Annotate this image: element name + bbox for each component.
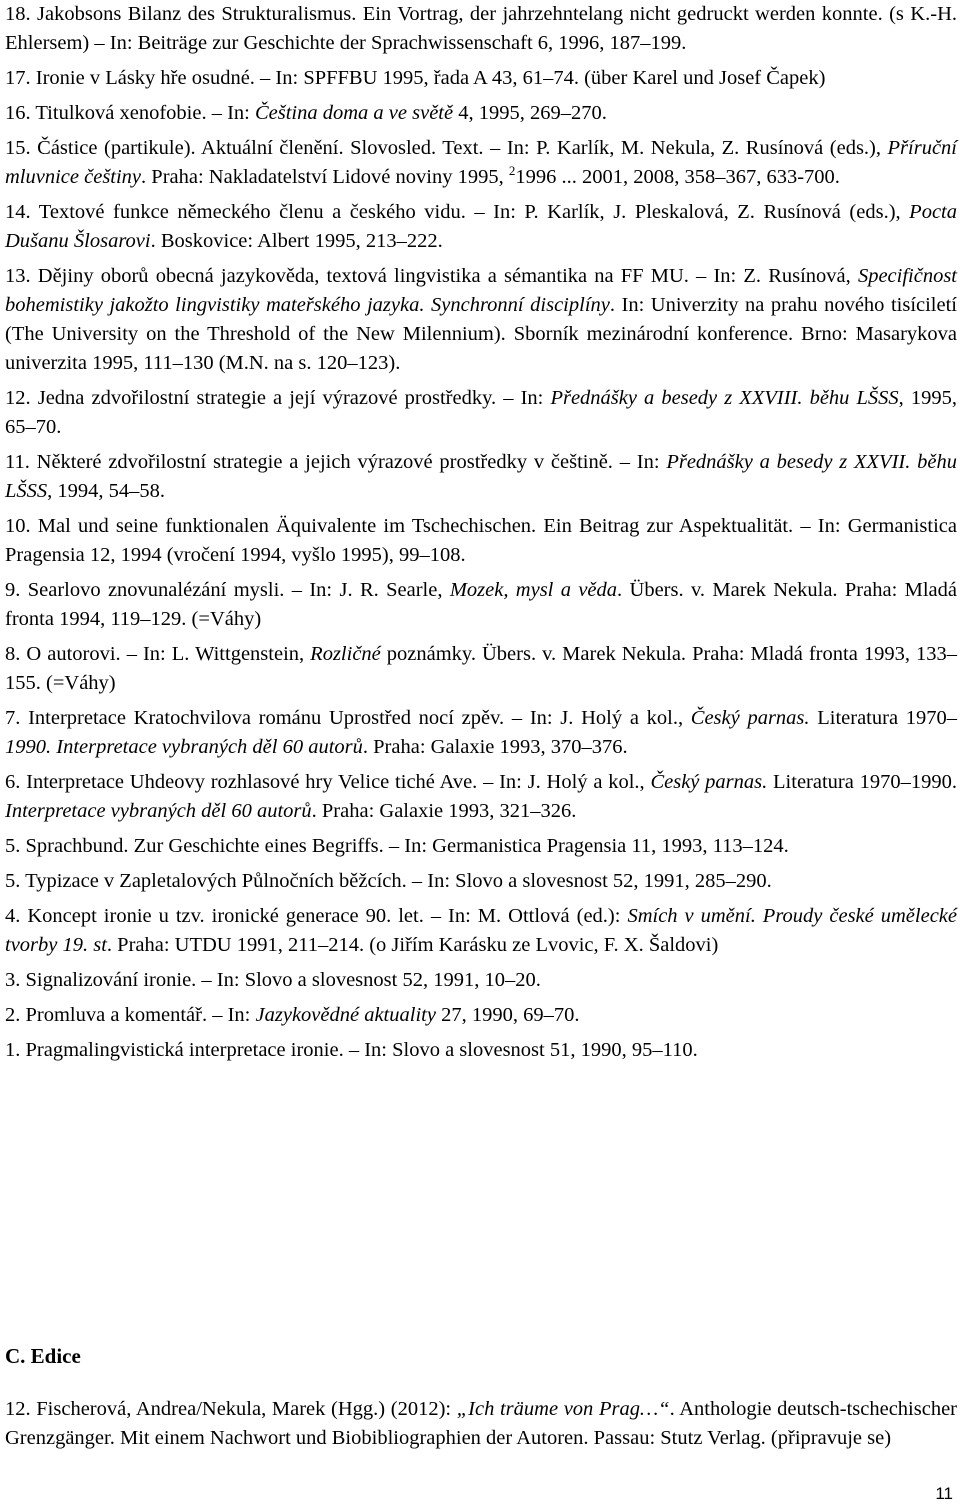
entry-text: . Praha: UTDU 1991, 211–214. (o Jiřím Karásku ze Lvovic, F. X. Šaldovi) [106, 934, 719, 956]
italic-title: Přednášky a besedy z XXVII. běhu LŠSS [5, 451, 957, 502]
entry-text: 2. Promluva a komentář. – In: [5, 1004, 256, 1026]
bibliography-entry [5, 134, 957, 192]
bibliography-entry [5, 448, 957, 506]
entry-text: 18. Jakobsons Bilanz des Strukturalismus. Ein Vortrag, der jahrzehntelang nicht gedruckt werden konnte. (s K.-H. Ehlersem) – In: Beiträge zur Geschichte der Sprachwissenschaft 6, 1996, 187–199. [5, 3, 957, 54]
entry-text: 1. Pragmalingvistická interpretace ironie. – In: Slovo a slovesnost 51, 1990, 95–110. [5, 1039, 698, 1061]
entry-text: , 1995, 65–70. [5, 387, 957, 438]
italic-title: Český parnas. [650, 771, 768, 793]
italic-title: Jazykovědné aktuality [255, 1004, 436, 1026]
entry-text: 8. O autorovi. – In: L. Wittgenstein, [5, 643, 311, 665]
entry-text: 5. Sprachbund. Zur Geschichte eines Begriffs. – In: Germanistica Pragensia 11, 1993, 113–124. [5, 835, 789, 857]
entry-text: 10. Mal und seine funktionalen Äquivalente im Tschechischen. Ein Beitrag zur Aspektualität. – In: Germanistica Pragensia 12, 1994 (vročení 1994, vyšlo 1995), 99–108. [5, 515, 957, 566]
italic-title: Smích v umění. Proudy české umělecké tvorby 19. st [5, 905, 957, 956]
italic-title: Interpretace vybraných děl 60 autorů [5, 800, 312, 822]
bibliography-entry [5, 198, 957, 256]
bibliography-entry [5, 867, 957, 896]
entry-text: 6. Interpretace Uhdeovy rozhlasové hry Velice tiché Ave. – In: J. Holý a kol., [5, 771, 651, 793]
italic-title: Přednášky a besedy z XXVIII. běhu LŠSS [550, 387, 899, 409]
entry-text: 15. Částice (partikule). Aktuální členění. Slovosled. Text. – In: P. Karlík, M. Nekula, Z. Rusínová (eds.), [5, 137, 888, 159]
entry-text: Literatura 1970–1990. [767, 771, 957, 793]
bibliography-entry [5, 1001, 957, 1030]
bibliography-entry [5, 704, 957, 762]
page-number: 11 [935, 1484, 953, 1503]
bibliography-entry [5, 64, 957, 93]
italic-title: Specifičnost bohemistiky jakožto lingvistiky mateřského jazyka. Synchronní disciplíny [5, 265, 957, 316]
entry-text: . Praha: Nakladatelství Lidové noviny 1995, [141, 166, 509, 188]
bibliography-entry [5, 576, 957, 634]
italic-title: Čeština doma a ve světě [254, 102, 454, 124]
entry-text: 5. Typizace v Zapletalových Půlnočních běžcích. – In: Slovo a slovesnost 52, 1991, 285–290. [5, 870, 772, 892]
entry-text: 4, 1995, 269–270. [453, 102, 607, 124]
entry-text: poznámky. Übers. v. Marek Nekula. Praha: Mladá fronta 1993, 133–155. (=Váhy) [5, 643, 957, 694]
edice-list [5, 1395, 957, 1459]
entry-text: 1996 ... 2001, 2008, 358–367, 633-700. [515, 166, 840, 188]
entry-text: 14. Textové funkce německého členu a českého vidu. – In: P. Karlík, J. Pleskalová, Z. Rusínová (eds.), [5, 201, 910, 223]
entry-text: 11. Některé zdvořilostní strategie a jejich výrazové prostředky v češtině. – In: [5, 451, 667, 473]
entry-text: 17. Ironie v Lásky hře osudné. – In: SPFFBU 1995, řada A 43, 61–74. (über Karel und Josef Čapek) [5, 67, 826, 89]
entry-text: 7. Interpretace Kratochvilova románu Uprostřed nocí zpěv. – In: J. Holý a kol., [5, 707, 691, 729]
bibliography-entry [5, 262, 957, 378]
entry-text: 13. Dějiny oborů obecná jazykověda, textová lingvistika a sémantika na FF MU. – In: Z. Rusínová, [5, 265, 858, 287]
entry-text: . Anthologie deutsch-tschechischer Grenzgänger. Mit einem Nachwort und Biobibliographien der Autoren. Passau: Stutz Verlag. (připravuje se) [5, 1398, 957, 1449]
bibliography-entry [5, 768, 957, 826]
bibliography-entry [5, 512, 957, 570]
entry-text: . Praha: Galaxie 1993, 370–376. [362, 736, 628, 758]
entry-text: . Übers. v. Marek Nekula. Praha: Mladá fronta 1994, 119–129. (=Váhy) [5, 579, 958, 630]
entry-text: 12. Fischerová, Andrea/Nekula, Marek (Hgg.) (2012): [5, 1398, 457, 1420]
entry-text: 27, 1990, 69–70. [435, 1004, 580, 1026]
italic-title: Příruční mluvnice češtiny [5, 137, 957, 188]
entry-text: 16. Titulková xenofobie. – In: [5, 102, 255, 124]
bibliography-entry [5, 1395, 957, 1453]
entry-text: 12. Jedna zdvořilostní strategie a její výrazové prostředky. – In: [5, 387, 551, 409]
entry-text: . In: Univerzity na prahu nového tisíciletí (The University on the Threshold of the New Milennium). Sborník mezinárodní konference. Brno: Masarykova univerzita 1995, 111–130 (M.N. na s. 120–123). [5, 294, 957, 374]
entry-text: 3. Signalizování ironie. – In: Slovo a slovesnost 52, 1991, 10–20. [5, 969, 541, 991]
bibliography-entry [5, 99, 957, 128]
entry-text: Literatura 1970– [809, 707, 958, 729]
article-entries [5, 0, 957, 1065]
italic-title: Český parnas. [690, 707, 810, 729]
italic-title: Rozličné [310, 643, 381, 665]
bibliography-entry [5, 1036, 957, 1065]
bibliography-entry [5, 640, 957, 698]
superscript: 2 [508, 163, 516, 178]
italic-title: 1990. Interpretace vybraných děl 60 autorů [5, 736, 363, 758]
italic-title: Pocta Dušanu Šlosarovi [5, 201, 957, 252]
entry-text: . Boskovice: Albert 1995, 213–222. [150, 230, 443, 252]
entry-text: 9. Searlovo znovunalézání mysli. – In: J. R. Searle, [5, 579, 450, 601]
bibliography-entry [5, 902, 957, 960]
italic-title: Mozek, mysl a věda [449, 579, 618, 601]
entry-text: . Praha: Galaxie 1993, 321–326. [311, 800, 577, 822]
bibliography-entry [5, 832, 957, 861]
edice-entries [5, 1395, 957, 1453]
entry-text: , 1994, 54–58. [47, 480, 166, 502]
italic-title: „Ich träume von Prag…“ [456, 1398, 670, 1420]
bibliography-entry [5, 0, 957, 58]
entry-text: 4. Koncept ironie u tzv. ironické generace 90. let. – In: M. Ottlová (ed.): [5, 905, 628, 927]
bibliography-entry [5, 384, 957, 442]
section-heading: C. Edice [5, 1344, 81, 1368]
bibliography-list [5, 0, 957, 1071]
bibliography-entry [5, 966, 957, 995]
